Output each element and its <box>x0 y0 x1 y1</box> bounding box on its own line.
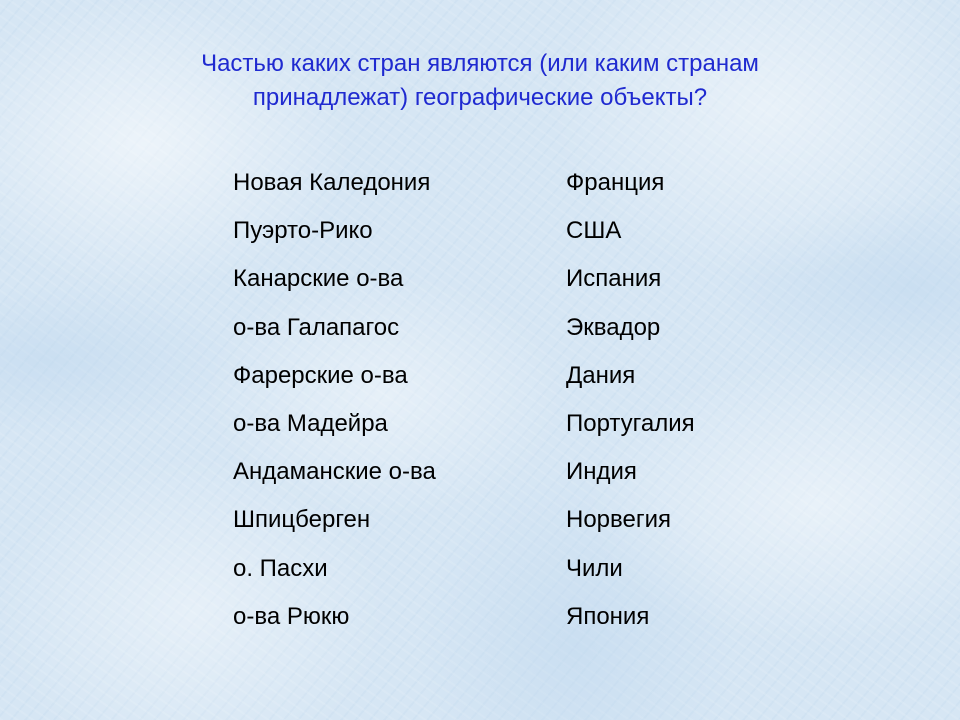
list-row <box>233 599 833 647</box>
list-row <box>233 213 833 261</box>
list-row <box>233 358 833 406</box>
list-row <box>233 454 833 502</box>
slide-title <box>100 47 860 115</box>
place-name: Шпицберген <box>233 506 371 534</box>
list-row <box>233 551 833 599</box>
country-name: США <box>566 217 622 245</box>
place-name: о-ва Мадейра <box>233 409 388 437</box>
place-name: Андаманские о-ва <box>233 458 436 486</box>
list-row <box>233 310 833 358</box>
country-name: Норвегия <box>566 506 672 534</box>
country-name: Франция <box>566 169 665 196</box>
slide-title-line-2: принадлежат) географические объекты? <box>252 84 708 111</box>
country-name: Индия <box>566 458 637 486</box>
place-name: Канарские о-ва <box>233 265 404 293</box>
country-name: Дания <box>566 361 636 389</box>
places-countries-list <box>233 165 833 647</box>
place-name: Новая Каледония <box>233 169 431 196</box>
place-name: Фарерские о-ва <box>233 361 408 389</box>
place-name: о. Пасхи <box>233 554 328 582</box>
list-row <box>233 502 833 550</box>
list-row <box>233 165 833 213</box>
place-name: о-ва Галапагос <box>233 313 400 341</box>
slide-title-line-1: Частью каких стран являются (или каким странам <box>201 50 759 77</box>
place-name: о-ва Рюкю <box>233 602 350 630</box>
country-name: Испания <box>566 265 662 293</box>
country-name: Португалия <box>566 409 695 437</box>
country-name: Эквадор <box>566 313 661 341</box>
place-name: Пуэрто-Рико <box>233 217 373 245</box>
country-name: Япония <box>566 602 650 630</box>
country-name: Чили <box>566 554 623 582</box>
list-row <box>233 406 833 454</box>
list-row <box>233 261 833 309</box>
